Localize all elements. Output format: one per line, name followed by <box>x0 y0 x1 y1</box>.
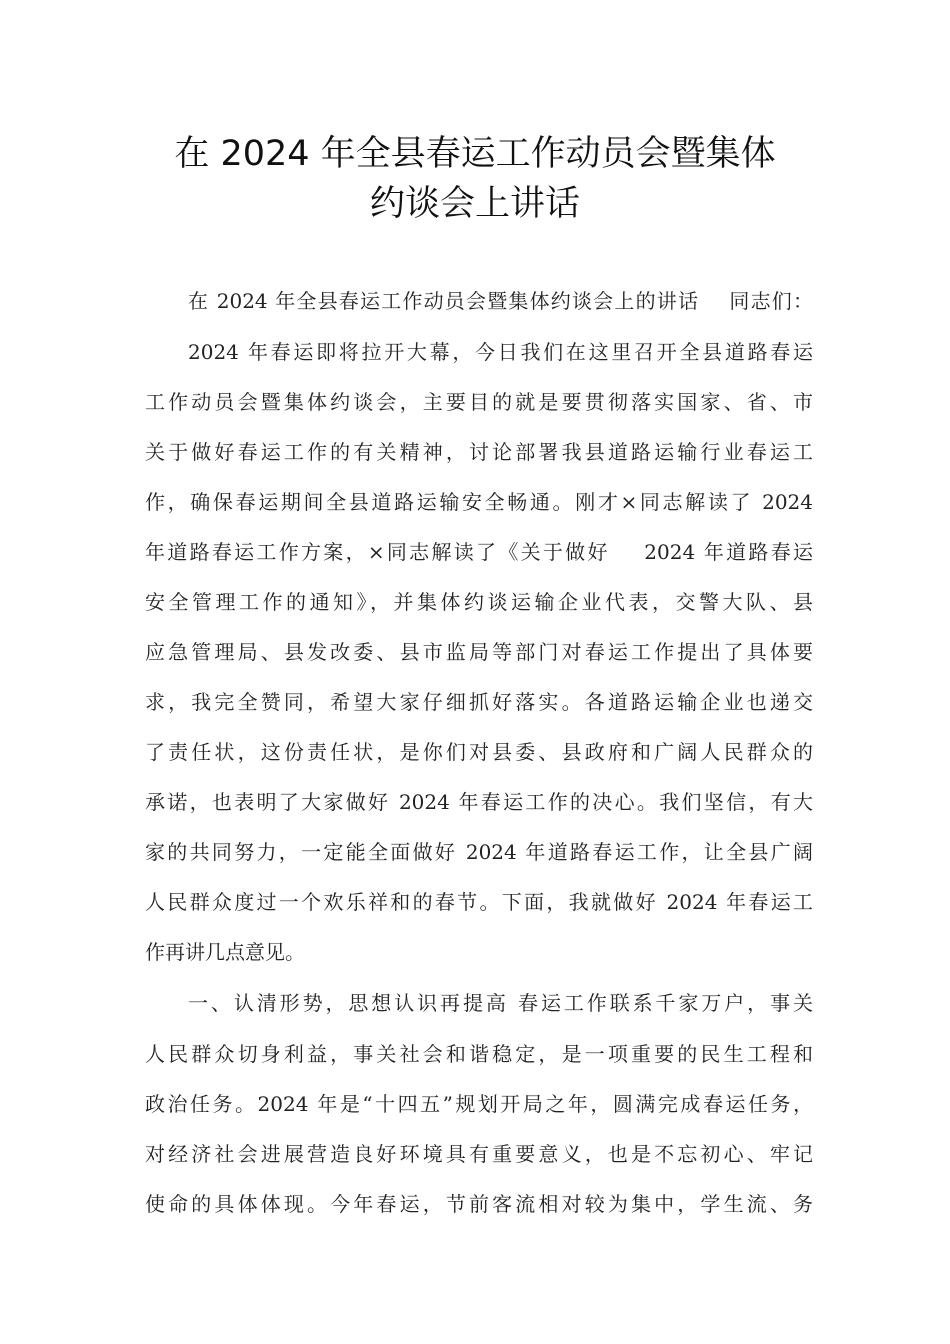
document-title-line-1: 在 2024 年全县春运工作动员会暨集体 <box>174 134 776 174</box>
body-line: 应急管理局、县发改委、县市监局等部门对春运工作提出了具体要 <box>145 640 813 664</box>
body-line: 工作动员会暨集体约谈会，主要目的就是要贯彻落实国家、省、市 <box>145 390 813 414</box>
body-line: 求，我完全赞同，希望大家仔细抓好落实。各道路运输企业也递交 <box>145 690 813 714</box>
body-line: 安全管理工作的通知》，并集体约谈运输企业代表，交警大队、县 <box>145 590 813 614</box>
body-line: 家的共同努力，一定能全面做好 2024 年道路春运工作，让全县广阔 <box>145 840 813 864</box>
body-line: 使命的具体体现。今年春运，节前客流相对较为集中，学生流、务 <box>145 1192 813 1216</box>
body-line: 作再讲几点意见。 <box>145 940 305 964</box>
document-title-line-2: 约谈会上讲话 <box>369 184 580 224</box>
body-line: 在 2024 年全县春运工作动员会暨集体约谈会上的讲话 同志们： <box>188 289 813 313</box>
body-line: 关于做好春运工作的有关精神，讨论部署我县道路运输行业春运工 <box>145 440 813 464</box>
body-line: 年道路春运工作方案，×同志解读了《关于做好 2024 年道路春运 <box>145 540 813 564</box>
body-line: 作，确保春运期间全县道路运输安全畅通。刚才×同志解读了 2024 <box>145 490 813 514</box>
body-line: 对经济社会进展营造良好环境具有重要意义，也是不忘初心、牢记 <box>145 1142 813 1166</box>
body-line: 了责任状，这份责任状，是你们对县委、县政府和广阔人民群众的 <box>145 740 813 764</box>
body-line: 2024 年春运即将拉开大幕，今日我们在这里召开全县道路春运 <box>188 340 813 364</box>
body-line: 人民群众切身利益，事关社会和谐稳定，是一项重要的民生工程和 <box>145 1042 813 1066</box>
body-line: 一、认清形势，思想认识再提高 春运工作联系千家万户，事关 <box>188 991 813 1015</box>
body-line: 承诺，也表明了大家做好 2024 年春运工作的决心。我们坚信，有大 <box>145 790 813 814</box>
body-line: 人民群众度过一个欢乐祥和的春节。下面，我就做好 2024 年春运工 <box>145 890 813 914</box>
body-line: 政治任务。2024 年是“十四五”规划开局之年，圆满完成春运任务， <box>145 1092 813 1116</box>
